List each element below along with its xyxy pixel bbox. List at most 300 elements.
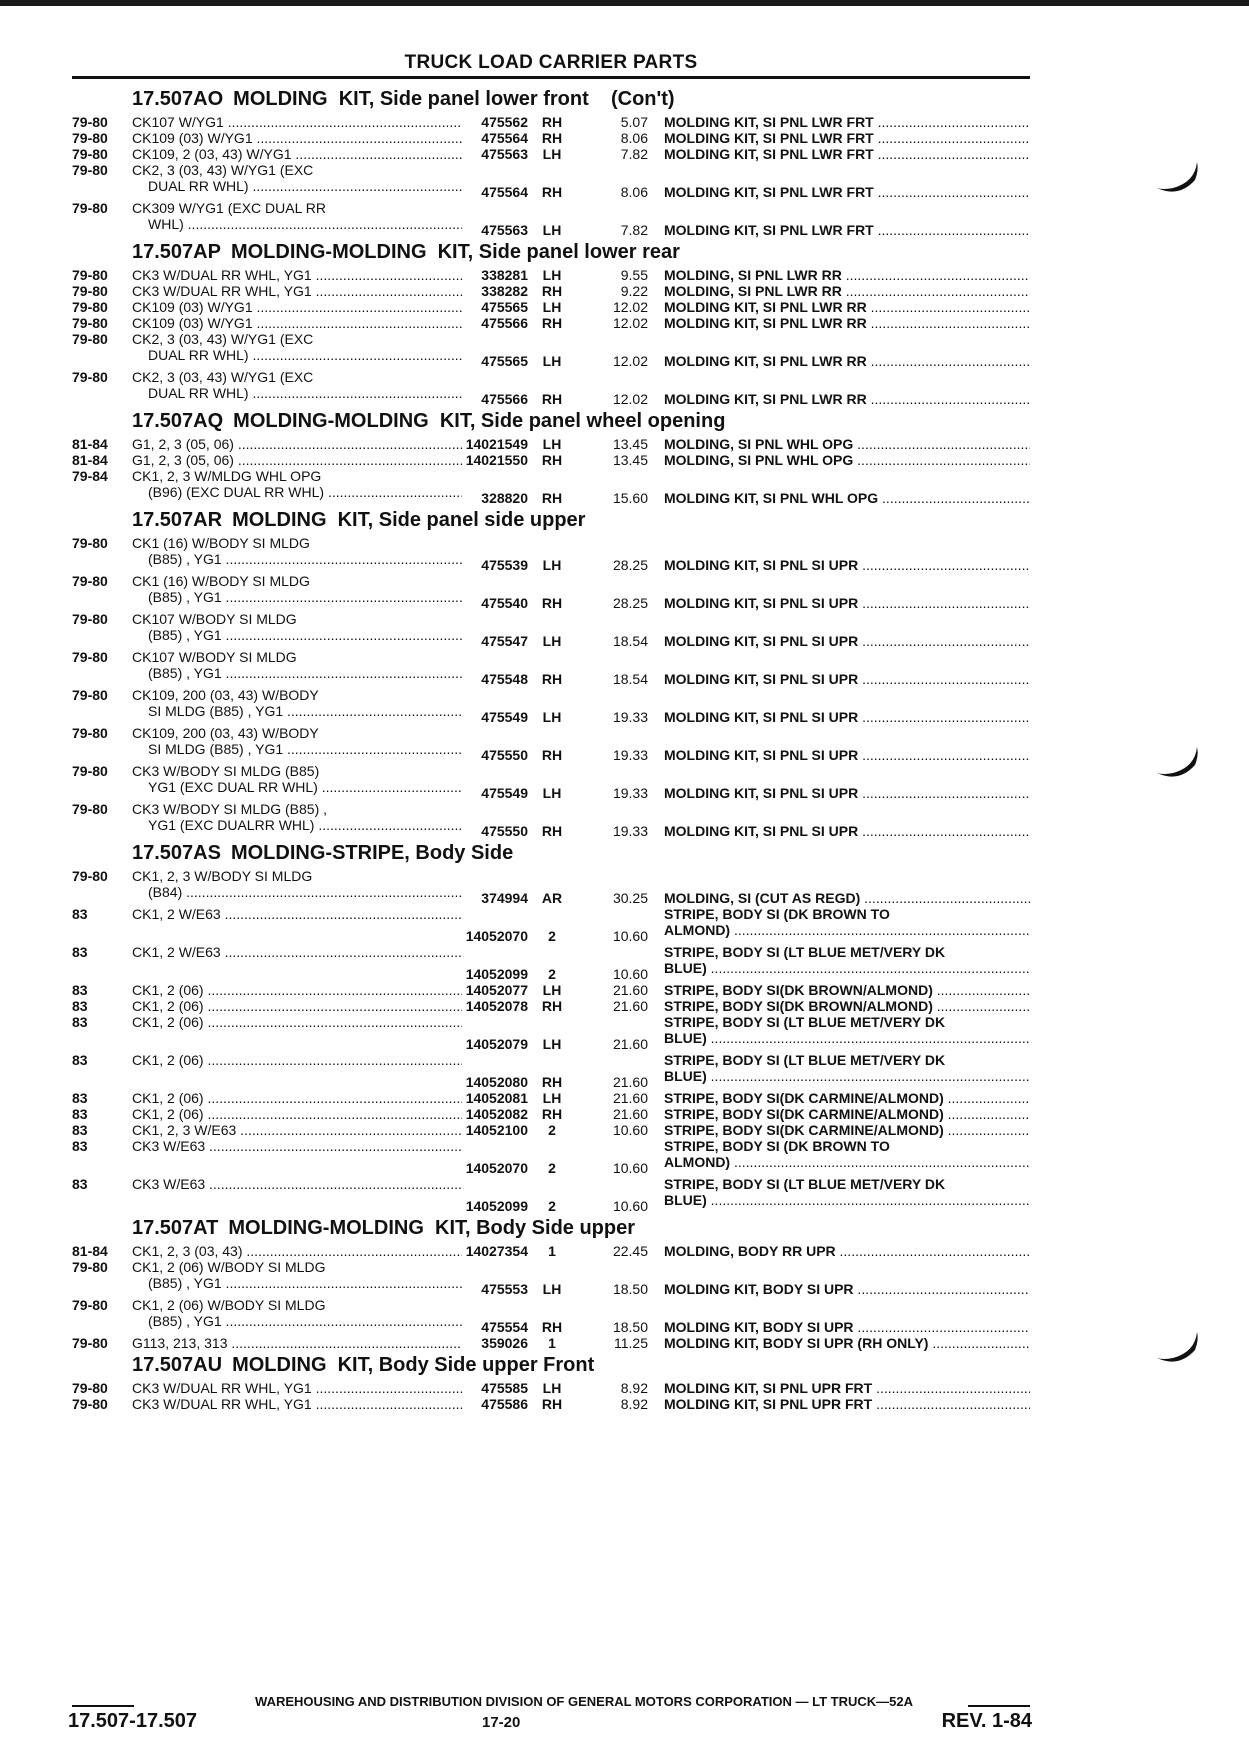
model-year: 83 [72, 1090, 88, 1106]
description-line: CK107 W/BODY SI MLDG [132, 649, 297, 665]
section-number: 17.507AR [132, 509, 223, 531]
price: 21.60 [612, 1074, 648, 1090]
part-name-line: ALMOND) ..... [664, 1154, 1030, 1170]
part-number: 338282 [481, 283, 528, 299]
model-year: 79-80 [72, 687, 108, 703]
side-quantity: RH [541, 595, 563, 611]
model-year: 79-80 [72, 200, 108, 216]
price: 10.60 [612, 928, 648, 944]
model-year: 83 [72, 1138, 88, 1154]
section-title-text: MOLDING-MOLDING KIT, Side panel wheel opening [233, 410, 726, 432]
part-name [664, 557, 1030, 573]
part-name [664, 1138, 1030, 1170]
description-line: YG1 (EXC DUALRR WHL) ..... [132, 817, 462, 833]
description-line: DUAL RR WHL) ..... [132, 347, 462, 363]
part-number: 475554 [481, 1319, 528, 1335]
model-year: 79-80 [72, 299, 108, 315]
part-name-line: MOLDING KIT, BODY SI UPR ..... [664, 1281, 1030, 1297]
model-year: 79-80 [72, 130, 108, 146]
description-line: CK2, 3 (03, 43) W/YG1 (EXC [132, 331, 314, 347]
part-number: 475585 [481, 1380, 528, 1396]
part-number: 475586 [481, 1396, 528, 1412]
part-number: 475565 [481, 353, 528, 369]
description-line: DUAL RR WHL) ..... [132, 385, 462, 401]
side-quantity: 2 [548, 1122, 556, 1138]
part-name [664, 1090, 1030, 1106]
part-name [664, 633, 1030, 649]
parts-row [72, 906, 1030, 944]
description-line: G1, 2, 3 (05, 06) ..... [132, 436, 462, 452]
description-line: CK1, 2 (06) ..... [132, 998, 462, 1014]
price: 19.33 [612, 823, 648, 839]
part-name-line: MOLDING KIT, SI PNL SI UPR ..... [664, 671, 1030, 687]
part-name-line: MOLDING KIT, SI PNL SI UPR ..... [664, 823, 1030, 839]
description-line: CK3 W/BODY SI MLDG (B85) , [132, 801, 328, 817]
parts-row [72, 868, 1030, 906]
side-quantity: RH [541, 1319, 563, 1335]
price: 19.33 [612, 709, 648, 725]
model-year: 83 [72, 1052, 88, 1068]
application-description [132, 452, 462, 468]
description-line: CK1 (16) W/BODY SI MLDG [132, 573, 310, 589]
description-line: CK109, 200 (03, 43) W/BODY [132, 687, 319, 703]
part-number: 475566 [481, 315, 528, 331]
price: 13.45 [612, 436, 648, 452]
parts-row [72, 146, 1030, 162]
application-description [132, 114, 462, 130]
price: 21.60 [612, 1106, 648, 1122]
model-year: 81-84 [72, 452, 108, 468]
price: 10.60 [612, 1122, 648, 1138]
part-name [664, 890, 1030, 906]
price: 18.50 [612, 1319, 648, 1335]
price: 22.45 [612, 1243, 648, 1259]
side-quantity: LH [542, 1380, 562, 1396]
side-quantity: LH [542, 146, 562, 162]
application-description [132, 267, 462, 283]
part-number: 475562 [481, 114, 528, 130]
parts-row [72, 1176, 1030, 1214]
side-quantity: LH [542, 785, 562, 801]
parts-row [72, 1106, 1030, 1122]
description-line: CK1, 2, 3 W/E63 ..... [132, 1122, 462, 1138]
model-year: 83 [72, 982, 88, 998]
section-heading [72, 839, 1030, 868]
model-year: 83 [72, 1014, 88, 1030]
application-description [132, 1106, 462, 1122]
application-description [132, 535, 462, 567]
part-number: 475564 [481, 184, 528, 200]
part-name-line: MOLDING KIT, SI PNL LWR RR ..... [664, 353, 1030, 369]
price: 12.02 [612, 299, 648, 315]
model-year: 79-80 [72, 1380, 108, 1396]
part-name [664, 1106, 1030, 1122]
parts-row [72, 1396, 1030, 1412]
part-name [664, 1243, 1030, 1259]
price: 21.60 [612, 1090, 648, 1106]
part-name-line: BLUE) ..... [664, 1192, 1030, 1208]
section-number: 17.507AQ [132, 410, 224, 432]
price: 28.25 [612, 595, 648, 611]
part-name-line: MOLDING KIT, SI PNL UPR FRT ..... [664, 1380, 1030, 1396]
section-title-text: MOLDING KIT, Body Side upper Front [232, 1354, 595, 1376]
application-description [132, 283, 462, 299]
parts-row [72, 982, 1030, 998]
application-description [132, 611, 462, 643]
price: 8.92 [620, 1380, 648, 1396]
parts-row [72, 436, 1030, 452]
page-title: TRUCK LOAD CARRIER PARTS [404, 52, 698, 73]
description-line: CK3 W/DUAL RR WHL, YG1 ..... [132, 267, 462, 283]
application-description [132, 1052, 462, 1068]
part-name [664, 452, 1030, 468]
application-description [132, 1259, 462, 1291]
side-quantity: 2 [548, 1198, 556, 1214]
part-name-line: MOLDING KIT, SI PNL UPR FRT ..... [664, 1396, 1030, 1412]
part-name [664, 1281, 1030, 1297]
application-description [132, 573, 462, 605]
side-quantity: LH [542, 436, 562, 452]
description-line: CK309 W/YG1 (EXC DUAL RR [132, 200, 326, 216]
part-name [664, 436, 1030, 452]
parts-row [72, 162, 1030, 200]
parts-row [72, 283, 1030, 299]
description-line: CK109, 2 (03, 43) W/YG1 ..... [132, 146, 462, 162]
description-line: (B85) , YG1 ..... [132, 589, 462, 605]
part-number: 374994 [481, 890, 528, 906]
part-number: 475549 [481, 709, 528, 725]
part-name [664, 823, 1030, 839]
section-number: 17.507AO [132, 88, 224, 110]
description-line: CK3 W/DUAL RR WHL, YG1 ..... [132, 283, 462, 299]
part-name-line: MOLDING KIT, SI PNL LWR RR ..... [664, 299, 1030, 315]
part-name [664, 944, 1030, 976]
model-year: 81-84 [72, 1243, 108, 1259]
model-year: 79-80 [72, 267, 108, 283]
description-line: CK3 W/BODY SI MLDG (B85) [132, 763, 320, 779]
application-description [132, 1380, 462, 1396]
description-line: WHL) ..... [132, 216, 462, 232]
price: 18.54 [612, 671, 648, 687]
parts-row [72, 1090, 1030, 1106]
description-line: CK1, 2 (06) ..... [132, 1106, 462, 1122]
parts-row [72, 200, 1030, 238]
parts-row [72, 114, 1030, 130]
part-name [664, 906, 1030, 938]
side-quantity: LH [542, 299, 562, 315]
section-title-text: MOLDING KIT, Side panel side upper [232, 509, 586, 531]
model-year: 79-80 [72, 331, 108, 347]
part-number: 14052099 [465, 1198, 528, 1214]
application-description [132, 200, 462, 232]
part-name-line: MOLDING KIT, SI PNL SI UPR ..... [664, 557, 1030, 573]
part-number: 475548 [481, 671, 528, 687]
side-quantity: LH [542, 222, 562, 238]
side-quantity: 2 [548, 928, 556, 944]
part-name-line: BLUE) ..... [664, 1068, 1030, 1084]
model-year: 79-80 [72, 868, 108, 884]
description-line: CK1, 2 (06) ..... [132, 1014, 462, 1030]
application-description [132, 299, 462, 315]
parts-row [72, 369, 1030, 407]
description-line: CK1, 2 (06) ..... [132, 1052, 462, 1068]
part-name-line: MOLDING KIT, SI PNL SI UPR ..... [664, 595, 1030, 611]
section-heading [72, 85, 1030, 114]
description-line: SI MLDG (B85) , YG1 ..... [132, 703, 462, 719]
side-quantity: 2 [548, 966, 556, 982]
model-year: 79-80 [72, 1259, 108, 1275]
part-number: 475566 [481, 391, 528, 407]
parts-row [72, 130, 1030, 146]
part-name-line: STRIPE, BODY SI (DK BROWN TO [664, 1138, 890, 1154]
model-year: 83 [72, 1122, 88, 1138]
section-number: 17.507AT [132, 1217, 219, 1239]
part-number: 14052100 [465, 1122, 528, 1138]
application-description [132, 1396, 462, 1412]
price: 18.54 [612, 633, 648, 649]
part-number: 475565 [481, 299, 528, 315]
part-number: 14052070 [465, 928, 528, 944]
part-number: 14052080 [465, 1074, 528, 1090]
part-name [664, 353, 1030, 369]
side-quantity: RH [541, 1396, 563, 1412]
part-name-line: STRIPE, BODY SI(DK BROWN/ALMOND) ..... [664, 998, 1030, 1014]
part-name [664, 490, 1030, 506]
model-year: 79-80 [72, 1297, 108, 1313]
part-name [664, 114, 1030, 130]
description-line: CK1, 2 W/E63 ..... [132, 906, 462, 922]
part-name [664, 315, 1030, 331]
application-description [132, 868, 462, 900]
price: 7.82 [620, 222, 648, 238]
side-quantity: LH [542, 982, 562, 998]
model-year: 79-80 [72, 763, 108, 779]
price: 8.06 [620, 130, 648, 146]
part-name-line: STRIPE, BODY SI (DK BROWN TO [664, 906, 890, 922]
application-description [132, 162, 462, 194]
side-quantity: LH [542, 1281, 562, 1297]
header-rule [72, 76, 1030, 79]
part-name-line: STRIPE, BODY SI(DK CARMINE/ALMOND) ..... [664, 1090, 1030, 1106]
parts-row [72, 331, 1030, 369]
model-year: 79-80 [72, 315, 108, 331]
parts-row [72, 687, 1030, 725]
side-quantity: RH [541, 747, 563, 763]
parts-row [72, 1380, 1030, 1396]
application-description [132, 331, 462, 363]
part-name [664, 709, 1030, 725]
part-number: 14021549 [465, 436, 528, 452]
application-description [132, 1014, 462, 1030]
price: 10.60 [612, 966, 648, 982]
description-line: CK1, 2 (06) W/BODY SI MLDG [132, 1259, 326, 1275]
part-name-line: MOLDING KIT, SI PNL SI UPR ..... [664, 747, 1030, 763]
side-quantity: RH [541, 315, 563, 331]
side-quantity: RH [541, 671, 563, 687]
part-name-line: MOLDING KIT, SI PNL LWR RR ..... [664, 315, 1030, 331]
application-description [132, 687, 462, 719]
section-title-text: MOLDING-MOLDING KIT, Side panel lower rear [230, 241, 680, 263]
parts-row [72, 535, 1030, 573]
description-line: CK2, 3 (03, 43) W/YG1 (EXC [132, 369, 314, 385]
part-name [664, 785, 1030, 801]
section-number: 17.507AU [132, 1354, 223, 1376]
part-name-line: MOLDING KIT, SI PNL LWR FRT ..... [664, 114, 1030, 130]
application-description [132, 944, 462, 960]
parts-row [72, 801, 1030, 839]
description-line: CK1, 2 (06) W/BODY SI MLDG [132, 1297, 326, 1313]
side-quantity: LH [542, 1036, 562, 1052]
part-name-line: MOLDING, SI PNL WHL OPG ..... [664, 436, 1030, 452]
price: 21.60 [612, 1036, 648, 1052]
parts-row [72, 725, 1030, 763]
part-name [664, 982, 1030, 998]
parts-row [72, 1014, 1030, 1052]
part-name [664, 299, 1030, 315]
description-line: CK107 W/YG1 ..... [132, 114, 462, 130]
part-number: 475563 [481, 146, 528, 162]
model-year: 79-80 [72, 535, 108, 551]
part-name [664, 671, 1030, 687]
part-name [664, 267, 1030, 283]
footer-revision: REV. 1-84 [941, 1710, 1032, 1732]
part-name-line: MOLDING, SI PNL LWR RR ..... [664, 283, 1030, 299]
part-name [664, 595, 1030, 611]
part-name [664, 1380, 1030, 1396]
price: 11.25 [614, 1335, 648, 1351]
part-name-line: MOLDING KIT, SI PNL LWR FRT ..... [664, 184, 1030, 200]
model-year: 79-80 [72, 114, 108, 130]
description-line: CK2, 3 (03, 43) W/YG1 (EXC [132, 162, 314, 178]
parts-row [72, 1335, 1030, 1351]
description-line: (B84) ..... [132, 884, 462, 900]
side-quantity: 1 [548, 1243, 556, 1259]
footer-rule-right [968, 1705, 1030, 1707]
part-name [664, 1122, 1030, 1138]
part-number: 14052099 [465, 966, 528, 982]
application-description [132, 906, 462, 922]
part-number: 14052077 [465, 982, 528, 998]
parts-row [72, 1243, 1030, 1259]
description-line: CK1, 2 (06) ..... [132, 982, 462, 998]
application-description [132, 998, 462, 1014]
part-name-line: MOLDING KIT, BODY SI UPR (RH ONLY) ..... [664, 1335, 1030, 1351]
part-name-line: STRIPE, BODY SI (LT BLUE MET/VERY DK [664, 1052, 946, 1068]
description-line: DUAL RR WHL) ..... [132, 178, 462, 194]
side-quantity: RH [541, 490, 563, 506]
section-heading [72, 1351, 1030, 1380]
section-number: 17.507AS [132, 842, 221, 864]
parts-row [72, 1259, 1030, 1297]
model-year: 79-80 [72, 725, 108, 741]
part-name [664, 222, 1030, 238]
parts-row [72, 573, 1030, 611]
application-description [132, 801, 462, 833]
price: 13.45 [612, 452, 648, 468]
side-quantity: LH [542, 633, 562, 649]
part-name [664, 184, 1030, 200]
part-name-line: BLUE) ..... [664, 1030, 1030, 1046]
price: 21.60 [612, 998, 648, 1014]
price: 8.92 [620, 1396, 648, 1412]
description-line: CK109, 200 (03, 43) W/BODY [132, 725, 319, 741]
application-description [132, 1335, 462, 1351]
footer-division-line [72, 1694, 1030, 1710]
application-description [132, 1122, 462, 1138]
application-description [132, 436, 462, 452]
top-edge-rule [0, 0, 1249, 6]
part-name-line: MOLDING, SI (CUT AS REGD) ..... [664, 890, 1030, 906]
side-quantity: LH [542, 353, 562, 369]
part-number: 14052070 [465, 1160, 528, 1176]
part-name-line: MOLDING KIT, SI PNL LWR FRT ..... [664, 130, 1030, 146]
application-description [132, 1176, 462, 1192]
side-quantity: LH [542, 709, 562, 725]
description-line: CK1, 2 (06) ..... [132, 1090, 462, 1106]
section-title-text: MOLDING-STRIPE, Body Side [230, 842, 514, 864]
part-number: 475540 [481, 595, 528, 611]
price: 10.60 [612, 1198, 648, 1214]
price: 15.60 [612, 490, 648, 506]
part-number: 14052079 [465, 1036, 528, 1052]
part-name [664, 747, 1030, 763]
side-quantity: 1 [548, 1335, 556, 1351]
description-line: (B96) (EXC DUAL RR WHL) ..... [132, 484, 462, 500]
price: 19.33 [612, 747, 648, 763]
footer-range: 17.507-17.507 [68, 1710, 198, 1732]
price: 7.82 [620, 146, 648, 162]
description-line: CK3 W/E63 ..... [132, 1176, 462, 1192]
part-name-line: STRIPE, BODY SI (LT BLUE MET/VERY DK [664, 1014, 946, 1030]
part-name [664, 1052, 1030, 1084]
footer-bottom [68, 1710, 1032, 1732]
model-year: 83 [72, 1176, 88, 1192]
description-line: SI MLDG (B85) , YG1 ..... [132, 741, 462, 757]
application-description [132, 649, 462, 681]
part-name [664, 1396, 1030, 1412]
side-quantity: RH [541, 1106, 563, 1122]
part-name-line: MOLDING KIT, SI PNL SI UPR ..... [664, 709, 1030, 725]
section-title-text: MOLDING KIT, Side panel lower front (Con't) [233, 88, 675, 110]
section-heading [72, 1214, 1030, 1243]
part-number: 14021550 [465, 452, 528, 468]
part-number: 328820 [481, 490, 528, 506]
model-year: 79-80 [72, 283, 108, 299]
binder-hole-middle-icon [1155, 745, 1201, 785]
application-description [132, 725, 462, 757]
part-name-line: MOLDING, SI PNL LWR RR ..... [664, 267, 1030, 283]
application-description [132, 1297, 462, 1329]
part-name-line: MOLDING KIT, SI PNL LWR RR ..... [664, 391, 1030, 407]
application-description [132, 146, 462, 162]
application-description [132, 369, 462, 401]
part-name-line: MOLDING KIT, SI PNL WHL OPG ..... [664, 490, 1030, 506]
model-year: 79-80 [72, 1396, 108, 1412]
description-line: CK3 W/E63 ..... [132, 1138, 462, 1154]
model-year: 79-80 [72, 1335, 108, 1351]
price: 12.02 [612, 315, 648, 331]
price: 18.50 [612, 1281, 648, 1297]
application-description [132, 763, 462, 795]
parts-row [72, 267, 1030, 283]
part-number: 475549 [481, 785, 528, 801]
side-quantity: RH [541, 452, 563, 468]
footer-page-number: 17-20 [482, 1714, 521, 1731]
part-name-line: STRIPE, BODY SI (LT BLUE MET/VERY DK [664, 944, 946, 960]
description-line: CK109 (03) W/YG1 ..... [132, 130, 462, 146]
side-quantity: LH [542, 267, 562, 283]
description-line: CK1, 2, 3 W/BODY SI MLDG [132, 868, 313, 884]
